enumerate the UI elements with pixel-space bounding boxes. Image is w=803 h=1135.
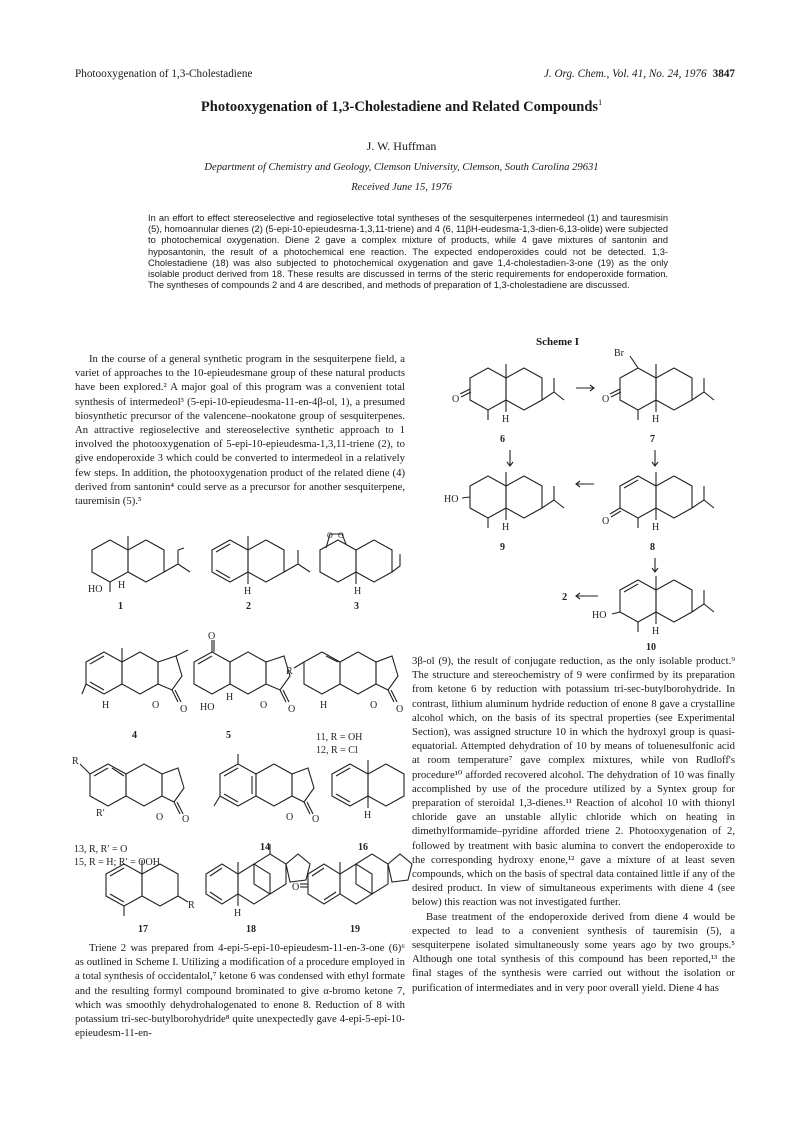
atom-o-4a: O: [152, 700, 160, 711]
atom-o-s6: O: [452, 394, 460, 405]
atom-h-1: H: [118, 580, 126, 591]
label-14: 14: [260, 842, 270, 853]
scheme-compound-9: [444, 472, 564, 553]
structures-figure: [72, 528, 408, 933]
running-head-title: Photooxygenation of 1,3-Cholestadiene: [75, 68, 253, 80]
atom-o-14b: O: [312, 814, 320, 825]
atom-br-s7: Br: [614, 348, 624, 359]
atom-o-s8: O: [602, 516, 610, 527]
arrow-6-to-7: [576, 385, 594, 391]
atom-h-4: H: [102, 700, 110, 711]
label-15: 15, R = H; R′ = OOH: [74, 857, 160, 868]
scheme-i-figure: [444, 348, 730, 653]
atom-h-s9: H: [502, 522, 510, 533]
label-s10: 10: [646, 642, 656, 653]
label-13: 13, R, R′ = O: [74, 844, 128, 855]
atom-o-5b: O: [260, 700, 268, 711]
structure-1: [88, 536, 190, 612]
atom-ho-s9: HO: [444, 494, 459, 505]
paper-title: [0, 98, 803, 116]
paragraph-triene: Triene 2 was prepared from 4-epi-5-epi-10-epieudesm-11-en-3-one (6)⁶ as outlined in Scheme I. Utilizing a modification of a procedure employed in a total synthesis of occidentalol,⁷ ketone 6 was condensed with ethyl formate and the resulting formyl compound brominated to give α-bromo ketone 7, which was smoothly dehydrohalogenated to enone 8. Reduction of 8 with potassium tri-sec-butylborohydride⁸ quite unexpectedly gave 4-epi-5-epi-10-epieudesm-11-en-: [75, 942, 405, 1040]
label-s9: 9: [500, 542, 505, 553]
page-number: 3847: [712, 68, 735, 80]
label-12: 12, R = Cl: [316, 745, 358, 756]
arrow-8-to-9: [576, 481, 594, 487]
atom-o-5c: O: [288, 704, 296, 715]
intro-paragraph: [75, 352, 405, 508]
scheme-compound-10: [592, 576, 714, 653]
scheme-compound-7: [602, 348, 714, 445]
arrow-target-2: 2: [562, 592, 568, 603]
label-1: 1: [118, 601, 123, 612]
atom-o-4b: O: [180, 704, 188, 715]
atom-o-13a: O: [156, 812, 164, 823]
structure-16: [332, 760, 404, 853]
label-16: 16: [358, 842, 368, 853]
atom-o-13b: O: [182, 814, 190, 825]
label-2: 2: [246, 601, 251, 612]
structure-11-12: [286, 652, 403, 756]
atom-r-11: R: [286, 666, 293, 677]
atom-h-16: H: [364, 810, 372, 821]
atom-h-18: H: [234, 908, 242, 919]
right-column-text: [412, 654, 735, 995]
atom-h-s10: H: [652, 626, 660, 637]
label-4: 4: [132, 730, 137, 741]
atom-ho-5: HO: [200, 702, 215, 713]
author: J. W. Huffman: [366, 139, 437, 153]
atom-o-14a: O: [286, 812, 294, 823]
atom-o-11b: O: [396, 704, 404, 715]
structure-13-15: [72, 756, 189, 868]
atom-ho-1: HO: [88, 584, 103, 595]
atom-h-3: H: [354, 586, 362, 597]
atom-o-3a: O: [327, 531, 333, 540]
paragraph-right-1: 3β-ol (9), the result of conjugate reduction, as the only isolable product.⁹ The structure and stereochemistry of 9 were confirmed by its preparation from ketone 6 by reduction with potassium tri-sec-butylborohydride. In contrast, lithium aluminum hydride reduction of enone 8 gave a crystalline alcohol which, on the basis of its spectral properties (see Experimental Section), was assigned structure 10 in which the hydroxyl group is quasi-equatorial. Attempted dehydration of 10 by means of toluenesulfonic acid at room temperature⁷ gave complex mixtures, while von Rudloff's procedure¹⁰ afforded recovered alcohol. The dehydration of 10 was finally accomplished by use of the procedure utilized by a Syntex group for preparation of steroidal 1,3-dienes.¹¹ Reaction of alcohol 10 with thionyl chloride gave an unstable allylic chloride which on heating in dimethylformamide–pyridine afforded triene 2. Photooxygenation of 2, followed by treatment with basic alumina to convert the endoperoxide to the corresponding hydroxy enone,¹² gave a mixture of at least seven compounds, which on the basis of spectral data contained little if any of the desired product. In view of simultaneous experiments with diene 4 (see below) this reaction was not investigated further.: [412, 655, 735, 909]
atom-o-5a: O: [208, 631, 216, 642]
paragraph-right-2: Base treatment of the endoperoxide derived from diene 4 would be expected to lead to a convenient synthesis of tauremisin (5), a sesquiterpene isolated simultaneously some years ago by two groups.⁵ Although one total synthesis of this compound has been reported,¹³ the final stages of the synthesis were carried out without the isolation or purification of intermediates and in very poor overall yield. Diene 4 has: [412, 910, 735, 994]
structure-2: [212, 536, 310, 612]
atom-o-11a: O: [370, 700, 378, 711]
atom-ho-s10: HO: [592, 610, 607, 621]
label-5: 5: [226, 730, 231, 741]
structure-4: [82, 648, 188, 741]
label-19: 19: [350, 924, 360, 935]
label-17: 17: [138, 924, 148, 935]
label-18: 18: [246, 924, 256, 935]
atom-h-2: H: [244, 586, 252, 597]
label-s6: 6: [500, 434, 505, 445]
arrow-10-to-2: [576, 593, 598, 599]
arrow-6-to-9: [507, 450, 513, 466]
atom-o-19: O: [292, 882, 300, 893]
journal-citation: J. Org. Chem., Vol. 41, No. 24, 1976: [543, 68, 707, 80]
atom-rp-13: R′: [96, 808, 105, 819]
title-footnote-marker: 1: [598, 98, 603, 107]
paragraph-intro: In the course of a general synthetic program in the sesquiterpene field, a variet of approaches to the 10-epieudesmane group of these natural products have been explored.² A major goal of this program was a convenient total synthesis of intermedeol³ (5-epi-10-epieudesma-11-en-4β-ol, 1), a presumed biosynthetic precursor of the valencene–nookatone group of sesquiterpenes. An attractive regioselective and stereoselective synthetic approach to 1 involved the photooxygenation of 5-epi-10-epieudesma-1,3,11-triene (2), to give endoperoxide 3 which could be converted to intermedeol in a relatively few steps. In addition, the photooxygenation product of the related diene (4) derived from santonin⁴ could serve as a precursor for another sesquiterpene, tauremisin (5).⁵: [75, 353, 405, 508]
atom-o-3b: O: [338, 531, 344, 540]
structure-5: [194, 631, 295, 741]
label-s8: 8: [650, 542, 655, 553]
atom-h-s6: H: [502, 414, 510, 425]
atom-r-17: R: [188, 900, 195, 911]
atom-h-s7: H: [652, 414, 660, 425]
atom-h-s8: H: [652, 522, 660, 533]
structure-14: [214, 754, 319, 853]
running-head-journal: [544, 68, 735, 80]
arrow-7-to-8: [652, 450, 658, 466]
triene-paragraph: [75, 941, 405, 1040]
atom-h-11: H: [320, 700, 328, 711]
atom-r-13: R: [72, 756, 79, 767]
label-s7: 7: [650, 434, 655, 445]
received-date: Received June 15, 1976: [351, 182, 452, 193]
structure-3: [320, 531, 400, 612]
atom-h-5: H: [226, 692, 234, 703]
atom-o-s7: O: [602, 394, 610, 405]
arrow-8-to-10: [652, 558, 658, 572]
scheme-compound-6: [452, 364, 564, 445]
label-11: 11, R = OH: [316, 732, 363, 743]
affiliation: Department of Chemistry and Geology, Clemson University, Clemson, South Carolina 29631: [204, 162, 599, 173]
abstract: In an effort to effect stereoselective and regioselective total syntheses of the sesquiterpenes intermedeol (1) and tauresmisin (5), homoannular dienes (2) (5-epi-10-epieudesma-1,3,11-triene) and 4 (6, 11βH-eudesma-1,3-dien-6,13-olide) were subjected to photochemical oxygenation. Diene 2 gave a complex mixture of products, while 4 gave mixtures of santonin and hyposantonin, the result of a photochemical ene reaction. The expected endoperoxides could not be detected. 1,3-Cholestadiene (18) was also subjected to photochemical oxygenation and gave 1,4-cholestadien-3-one (19) as the only isolable product derived from 18. These results are discussed in terms of the steric requirements for endoperoxide formation. The syntheses of compounds 2 and 4 are described, and methods of preparation of 1,3-cholestadiene are discussed.: [148, 213, 668, 291]
scheme-title: Scheme I: [536, 336, 580, 348]
label-3: 3: [354, 601, 359, 612]
title-text: Photooxygenation of 1,3-Cholestadiene and Related Compounds: [200, 98, 599, 115]
scheme-compound-8: [602, 472, 714, 553]
structure-17: [106, 860, 195, 935]
